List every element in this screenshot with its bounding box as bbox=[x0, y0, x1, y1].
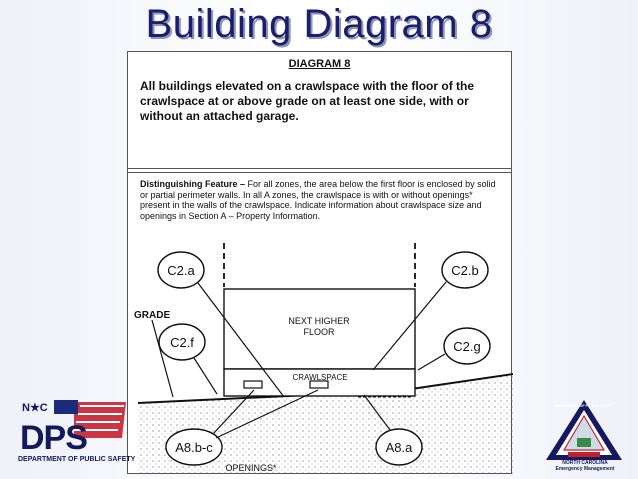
feature-label: Distinguishing Feature – bbox=[140, 179, 246, 189]
emergency-logo-ring-text: DEPARTMENT OF PUBLIC SAFETY bbox=[553, 404, 615, 408]
callout-c2a-label: C2.a bbox=[167, 263, 195, 278]
opening-vent-right bbox=[310, 381, 328, 388]
emergency-management-logo bbox=[544, 398, 624, 464]
leader-c2f bbox=[194, 358, 217, 394]
slide-title: Building Diagram 8 bbox=[145, 2, 493, 46]
dps-logo-name: DPS bbox=[20, 419, 87, 457]
diagram-heading: DIAGRAM 8 bbox=[288, 58, 351, 70]
openings-label: OPENINGS* bbox=[225, 463, 277, 473]
leader-c2g bbox=[418, 354, 445, 370]
emergency-logo-line2: Emergency Management bbox=[555, 466, 615, 472]
callout-c2g-label: C2.g bbox=[453, 339, 481, 354]
callout-c2f-label: C2.f bbox=[170, 335, 194, 350]
building-illustration bbox=[128, 52, 513, 475]
diagram-description: All buildings elevated on a crawlspace with the floor of the crawlspace at or above grade on at least one side, with or without an attached garage. bbox=[140, 79, 475, 123]
emergency-logo-caption bbox=[540, 460, 630, 472]
callout-c2b-label: C2.b bbox=[451, 263, 479, 278]
diagram-panel bbox=[127, 51, 512, 474]
floor-label-line1: NEXT HIGHER bbox=[288, 316, 350, 326]
emergency-logo-line1: NORTH CAROLINA bbox=[562, 460, 608, 466]
opening-vent-left bbox=[244, 381, 262, 388]
floor-label-line2: FLOOR bbox=[303, 327, 335, 337]
callout-a8a-label: A8.a bbox=[385, 440, 413, 455]
dps-logo-mark: N★C bbox=[22, 402, 48, 414]
dps-logo-subtitle: DEPARTMENT OF PUBLIC SAFETY bbox=[18, 456, 136, 463]
grade-label: GRADE bbox=[134, 310, 171, 321]
callout-a8bc-label: A8.b-c bbox=[175, 440, 213, 455]
feature-text: For all zones, the area below the first floor is enclosed by solid or partial perimeter walls. In all A zones, the crawlspace is with or without openings* present in the walls of the crawlspace. Indicate information about crawlspace size and openings in Section A – Property Information. bbox=[140, 179, 496, 221]
crawlspace-label: CRAWLSPACE bbox=[292, 373, 348, 382]
